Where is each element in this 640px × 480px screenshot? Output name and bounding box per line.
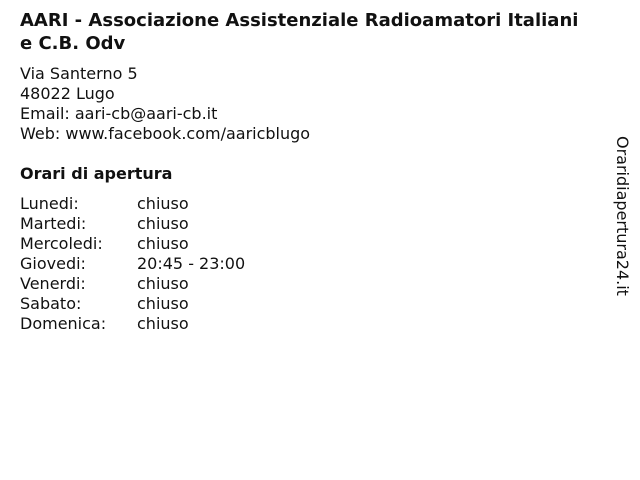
day-hours: chiuso <box>137 214 189 233</box>
hours-row-mercoledi <box>20 234 245 254</box>
hours-row-martedi <box>20 214 245 234</box>
postal-city: 48022 Lugo <box>20 84 115 103</box>
day-hours: chiuso <box>137 234 189 253</box>
day-label: Lunedi: <box>20 194 79 213</box>
day-hours: chiuso <box>137 314 189 333</box>
web-line: Web: www.facebook.com/aaricblugo <box>20 124 311 143</box>
day-label: Giovedi: <box>20 254 86 273</box>
site-watermark: Oraridiapertura24.it <box>613 136 632 296</box>
hours-row-lunedi <box>20 194 245 214</box>
day-hours: chiuso <box>137 194 189 213</box>
hours-row-giovedi <box>20 254 245 274</box>
address-block <box>20 64 310 144</box>
hours-row-sabato <box>20 294 245 314</box>
day-hours: 20:45 - 23:00 <box>137 254 246 273</box>
email-line: Email: aari-cb@aari-cb.it <box>20 104 218 123</box>
day-label: Sabato: <box>20 294 82 313</box>
opening-hours-table <box>20 194 245 334</box>
hours-row-venerdi <box>20 274 245 294</box>
day-hours: chiuso <box>137 274 189 293</box>
business-name: AARI - Associazione Assistenziale Radioamatori Italiani e C.B. Odv <box>20 10 579 54</box>
day-label: Domenica: <box>20 314 107 333</box>
hours-row-domenica <box>20 314 245 334</box>
day-hours: chiuso <box>137 294 189 313</box>
day-label: Venerdi: <box>20 274 86 293</box>
day-label: Mercoledi: <box>20 234 103 253</box>
opening-hours-heading: Orari di apertura <box>20 164 173 183</box>
street-address: Via Santerno 5 <box>20 64 138 83</box>
day-label: Martedi: <box>20 214 87 233</box>
